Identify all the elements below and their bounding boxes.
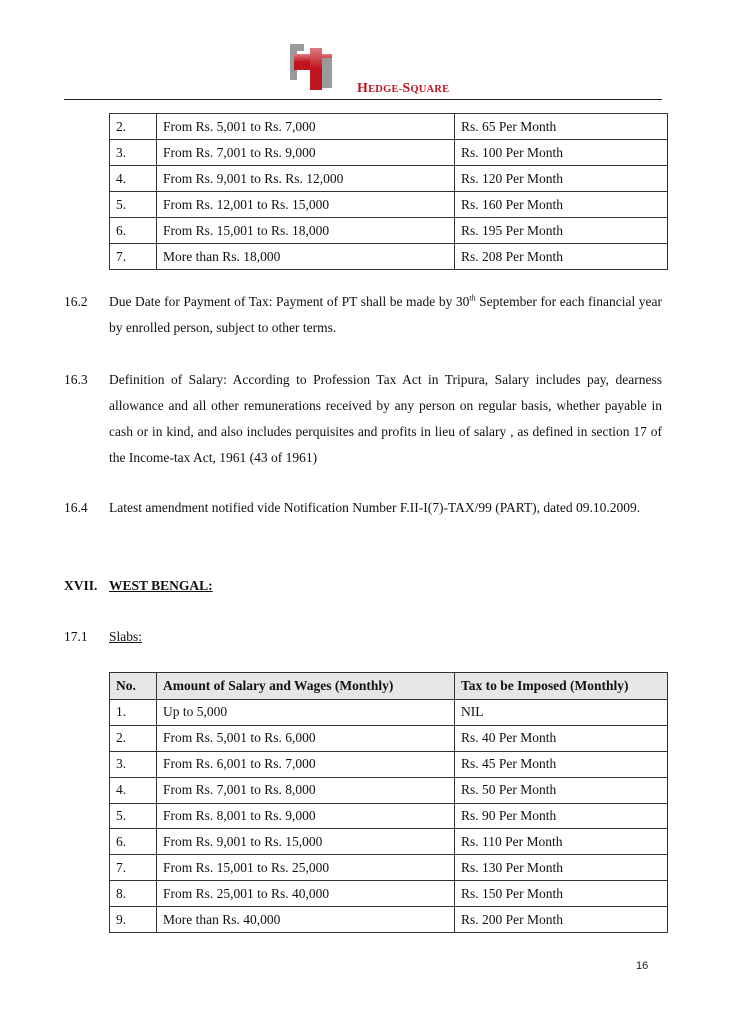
cell-tax: Rs. 100 Per Month [455, 140, 668, 166]
cell-amount: From Rs. 9,001 to Rs. 15,000 [157, 829, 455, 855]
section-17-1 [64, 624, 662, 650]
cell-no: 4. [110, 166, 157, 192]
cell-tax: Rs. 160 Per Month [455, 192, 668, 218]
section-title: WEST BENGAL: [109, 578, 213, 593]
cell-amount: From Rs. 7,001 to Rs. 9,000 [157, 140, 455, 166]
west-bengal-table-body [110, 700, 668, 933]
table-row [110, 803, 668, 829]
logo-mark-icon [290, 44, 332, 90]
cell-amount: From Rs. 15,001 to Rs. 18,000 [157, 218, 455, 244]
table-row [110, 829, 668, 855]
cell-no: 1. [110, 700, 157, 726]
cell-tax: Rs. 45 Per Month [455, 751, 668, 777]
cell-tax: Rs. 208 Per Month [455, 244, 668, 270]
cell-no: 3. [110, 751, 157, 777]
cell-amount: From Rs. 6,001 to Rs. 7,000 [157, 751, 455, 777]
section-number: 16.4 [64, 500, 88, 515]
table-row [110, 700, 668, 726]
cell-tax: Rs. 195 Per Month [455, 218, 668, 244]
cell-tax: Rs. 65 Per Month [455, 114, 668, 140]
cell-amount: More than Rs. 40,000 [157, 907, 455, 933]
section-text: Definition of Salary: According to Profession Tax Act in Tripura, Salary includes pay, dearness allowance and all other remunerations received by any person on regular basis, whether payable in cash or in kind, and also includes perquisites and profits in lieu of salary , as defined in section 17 of the Income-tax Act, 1961 (43 of 1961) [109, 372, 662, 465]
cell-tax: Rs. 40 Per Month [455, 725, 668, 751]
table-row [110, 777, 668, 803]
section-16-3 [64, 367, 662, 471]
section-text: Due Date for Payment of Tax: Payment of PT shall be made by 30th September for each financial year by enrolled person, subject to other terms. [109, 293, 663, 335]
section-number: XVII. [64, 578, 98, 593]
table-row [110, 218, 668, 244]
section-16-2 [64, 289, 662, 341]
cell-tax: Rs. 50 Per Month [455, 777, 668, 803]
table-row [110, 244, 668, 270]
section-16-4 [64, 495, 662, 521]
table-row [110, 192, 668, 218]
cell-no: 7. [110, 855, 157, 881]
section-17-heading [64, 573, 662, 599]
cell-no: 3. [110, 140, 157, 166]
cell-amount: From Rs. 15,001 to Rs. 25,000 [157, 855, 455, 881]
cell-no: 2. [110, 114, 157, 140]
table-row [110, 881, 668, 907]
cell-no: 5. [110, 192, 157, 218]
header-cell-no: No. [110, 673, 157, 700]
tripura-slab-table [109, 113, 668, 270]
page-number: 16 [636, 960, 649, 972]
section-number: 17.1 [64, 629, 88, 644]
table-header-row [110, 673, 668, 700]
cell-no: 4. [110, 777, 157, 803]
cell-amount: From Rs. 5,001 to Rs. 7,000 [157, 114, 455, 140]
cell-no: 9. [110, 907, 157, 933]
cell-tax: Rs. 150 Per Month [455, 881, 668, 907]
cell-tax: Rs. 200 Per Month [455, 907, 668, 933]
cell-no: 8. [110, 881, 157, 907]
table-row [110, 751, 668, 777]
header-cell-tax: Tax to be Imposed (Monthly) [455, 673, 668, 700]
table-row [110, 725, 668, 751]
header-cell-amount: Amount of Salary and Wages (Monthly) [157, 673, 455, 700]
cell-amount: From Rs. 5,001 to Rs. 6,000 [157, 725, 455, 751]
cell-tax: Rs. 120 Per Month [455, 166, 668, 192]
cell-amount: From Rs. 7,001 to Rs. 8,000 [157, 777, 455, 803]
cell-tax: Rs. 130 Per Month [455, 855, 668, 881]
table-row [110, 166, 668, 192]
section-title: Slabs: [109, 629, 143, 644]
section-text: Latest amendment notified vide Notification Number F.II-I(7)-TAX/99 (PART), dated 09.10.2009. [109, 500, 641, 515]
cell-tax: Rs. 110 Per Month [455, 829, 668, 855]
cell-no: 5. [110, 803, 157, 829]
table-row [110, 855, 668, 881]
section-number: 16.2 [64, 294, 88, 309]
cell-amount: From Rs. 9,001 to Rs. Rs. 12,000 [157, 166, 455, 192]
cell-tax: Rs. 90 Per Month [455, 803, 668, 829]
cell-amount: From Rs. 12,001 to Rs. 15,000 [157, 192, 455, 218]
west-bengal-slab-table [109, 672, 668, 933]
cell-no: 6. [110, 218, 157, 244]
cell-no: 6. [110, 829, 157, 855]
section-number: 16.3 [64, 372, 88, 387]
table-row [110, 907, 668, 933]
cell-amount: From Rs. 8,001 to Rs. 9,000 [157, 803, 455, 829]
cell-amount: More than Rs. 18,000 [157, 244, 455, 270]
header-divider [64, 99, 662, 100]
table-row [110, 114, 668, 140]
table-row [110, 140, 668, 166]
cell-no: 2. [110, 725, 157, 751]
cell-amount: Up to 5,000 [157, 700, 455, 726]
cell-amount: From Rs. 25,001 to Rs. 40,000 [157, 881, 455, 907]
logo-wordmark: HEDGE-SQUARE [357, 81, 450, 96]
tripura-table-body [110, 114, 668, 270]
cell-no: 7. [110, 244, 157, 270]
cell-tax: NIL [455, 700, 668, 726]
